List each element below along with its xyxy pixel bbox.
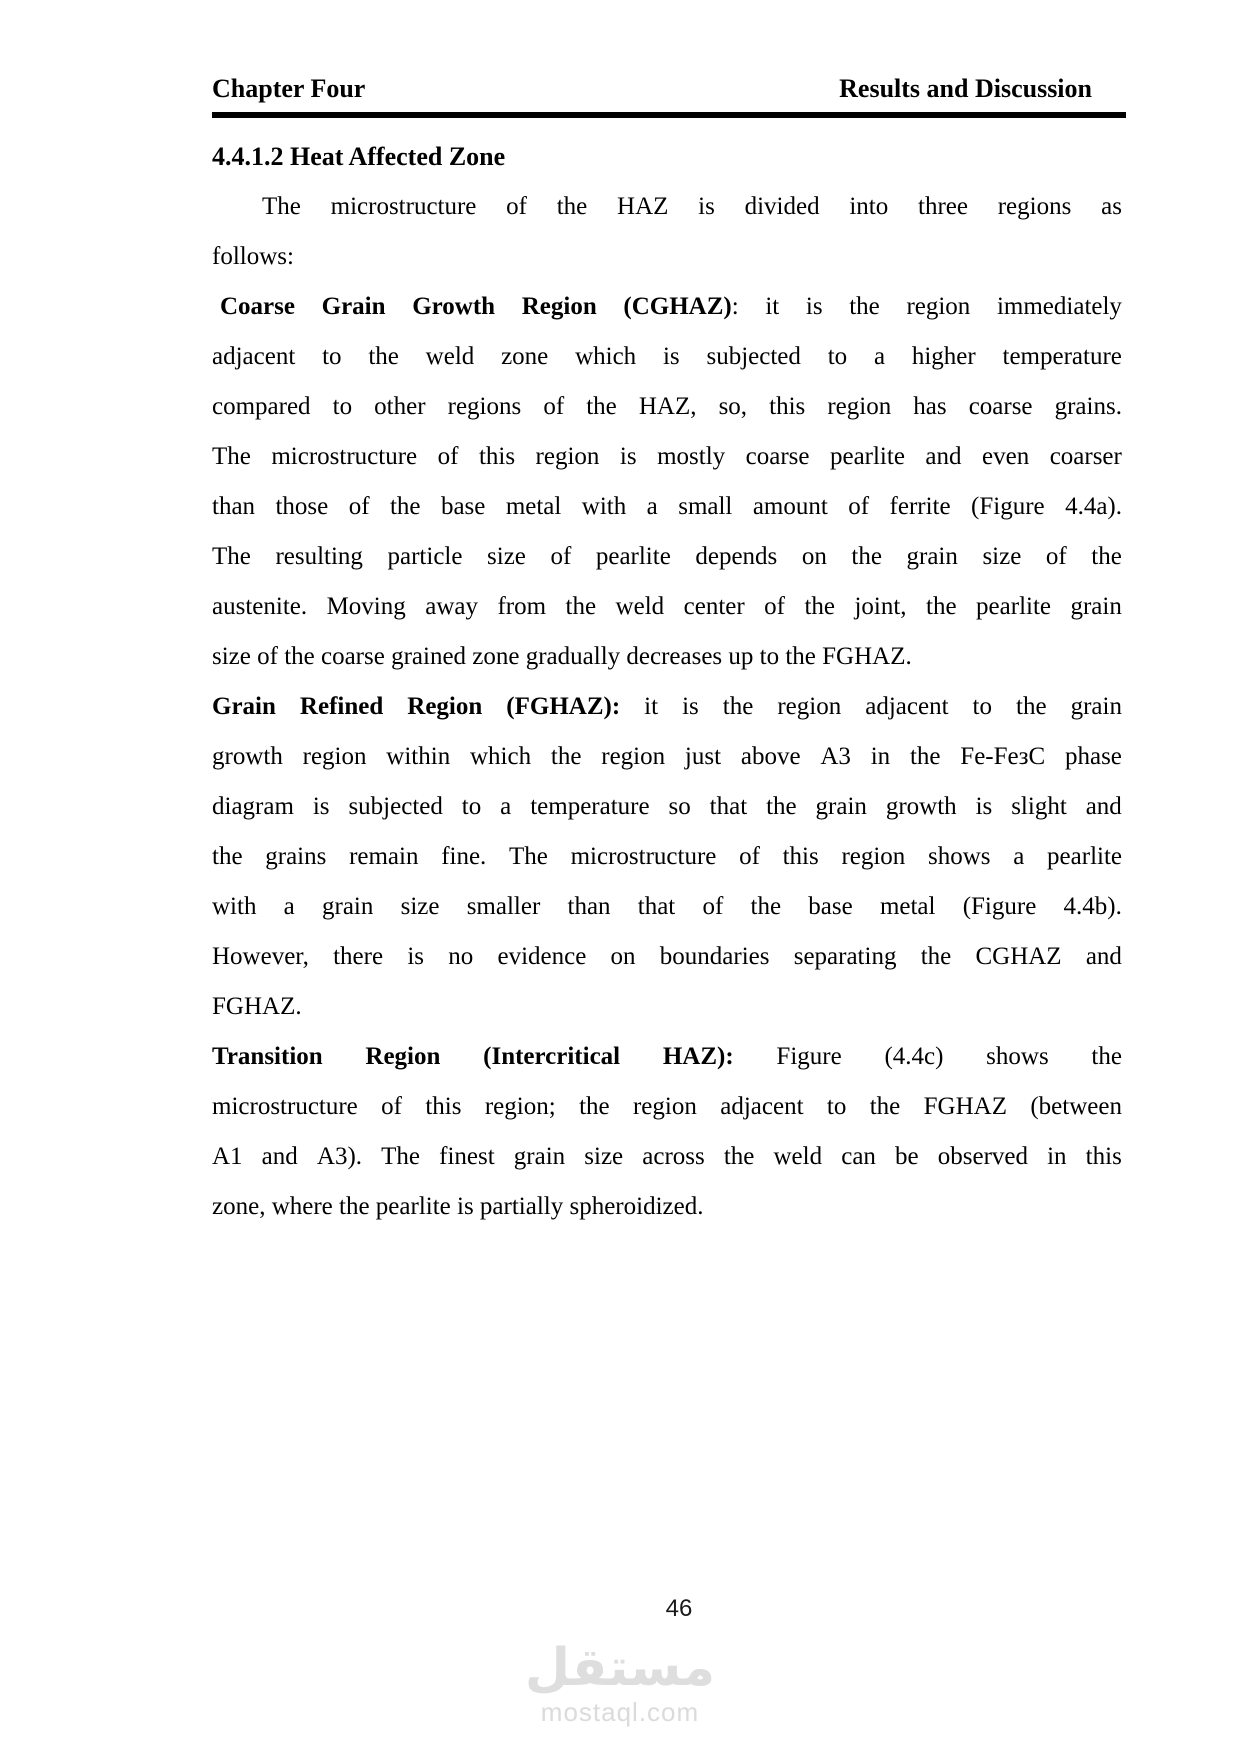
text-line: diagram is subjected to a temperature so that the grain growth is slight and — [212, 793, 1122, 820]
watermark — [524, 1638, 716, 1728]
watermark-domain: mostaql.com — [540, 1697, 700, 1727]
text-line: However, there is no evidence on boundaries separating the CGHAZ and — [212, 943, 1122, 970]
text-line: The resulting particle size of pearlite depends on the grain size of the — [212, 543, 1122, 570]
header-section-label: Results and Discussion — [839, 74, 1092, 103]
paragraph — [212, 182, 1122, 282]
text-line: Grain Refined Region (FGHAZ): it is the region adjacent to the grain — [212, 693, 1122, 720]
text-line: austenite. Moving away from the weld center of the joint, the pearlite grain — [212, 593, 1122, 620]
paragraph — [212, 682, 1122, 1032]
watermark-logo-text: مستقل — [524, 1638, 716, 1698]
text-line: the grains remain fine. The microstructure of this region shows a pearlite — [212, 843, 1122, 870]
text-line: The microstructure of this region is mostly coarse pearlite and even coarser — [212, 443, 1122, 470]
paragraph — [212, 1032, 1122, 1232]
header-rule — [212, 112, 1126, 118]
text-line: than those of the base metal with a small amount of ferrite (Figure 4.4a). — [212, 493, 1122, 520]
text-line: FGHAZ. — [212, 993, 302, 1020]
text-line: A1 and A3). The finest grain size across the weld can be observed in this — [212, 1143, 1122, 1170]
text-line: Coarse Grain Growth Region (CGHAZ): it is the region immediately — [220, 293, 1122, 320]
document-body — [212, 132, 1122, 1232]
text-line: The microstructure of the HAZ is divided into three regions as — [262, 193, 1122, 220]
text-line: compared to other regions of the HAZ, so, this region has coarse grains. — [212, 393, 1122, 420]
paragraph — [212, 282, 1122, 682]
section-heading: 4.4.1.2 Heat Affected Zone — [212, 142, 506, 171]
text-line: Transition Region (Intercritical HAZ): Figure (4.4c) shows the — [212, 1043, 1122, 1070]
page-number: 46 — [665, 1595, 693, 1622]
text-line: size of the coarse grained zone gradually decreases up to the FGHAZ. — [212, 643, 912, 670]
text-line: microstructure of this region; the region adjacent to the FGHAZ (between — [212, 1093, 1122, 1120]
text-line: growth region within which the region just above A3 in the Fe-FeзC phase — [212, 743, 1122, 770]
page-header — [212, 74, 1126, 104]
text-line: adjacent to the weld zone which is subjected to a higher temperature — [212, 343, 1122, 370]
text-line: with a grain size smaller than that of the base metal (Figure 4.4b). — [212, 893, 1122, 920]
text-line: zone, where the pearlite is partially spheroidized. — [212, 1193, 704, 1220]
text-line: follows: — [212, 243, 294, 270]
header-chapter-label: Chapter Four — [212, 74, 366, 103]
